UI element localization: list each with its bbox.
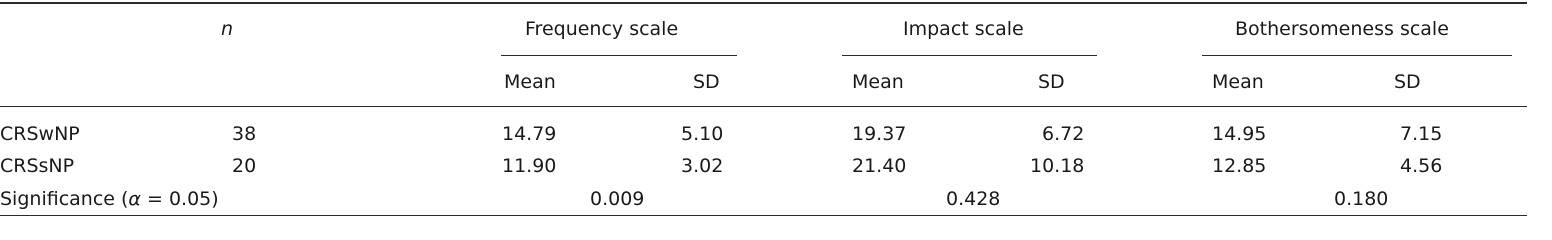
significance-label [0,190,219,209]
header-freq-sd: SD [693,71,720,93]
bottom-rule [0,215,1527,216]
cell-freq-sd: 5.10 [681,123,724,145]
significance-both: 0.180 [1334,188,1389,210]
cell-n: 20 [232,155,257,177]
row-label: CRSsNP [0,155,75,177]
header-frequency-scale: Frequency scale [525,18,679,40]
header-impact-sd: SD [1038,71,1065,93]
cell-impact-mean: 21.40 [852,155,907,177]
significance-label-suffix: = 0.05) [140,188,219,210]
significance-freq: 0.009 [590,188,645,210]
cell-both-mean: 12.85 [1212,155,1267,177]
cell-n: 38 [232,123,257,145]
header-impact-scale: Impact scale [903,18,1024,40]
header-rule [0,106,1527,107]
cell-both-sd: 4.56 [1400,155,1443,177]
cell-impact-sd: 6.72 [1042,123,1085,145]
header-both-sd: SD [1394,71,1421,93]
header-bothersomeness-scale: Bothersomeness scale [1235,18,1449,40]
header-freq-mean: Mean [504,71,556,93]
row-label: CRSwNP [0,123,80,145]
cell-freq-mean: 14.79 [502,123,557,145]
cell-impact-sd: 10.18 [1030,155,1085,177]
both-group-underline [1202,55,1512,56]
cell-both-mean: 14.95 [1212,123,1267,145]
header-both-mean: Mean [1212,71,1264,93]
alpha-symbol: α [128,188,141,210]
top-rule [0,2,1527,4]
impact-group-underline [842,55,1097,56]
cell-freq-mean: 11.90 [502,155,557,177]
cell-both-sd: 7.15 [1400,123,1443,145]
header-impact-mean: Mean [852,71,904,93]
cell-impact-mean: 19.37 [852,123,907,145]
significance-impact: 0.428 [946,188,1001,210]
significance-label-prefix: Significance ( [0,188,129,210]
freq-group-underline [501,55,737,56]
cell-freq-sd: 3.02 [681,155,724,177]
header-n: n [221,18,234,40]
